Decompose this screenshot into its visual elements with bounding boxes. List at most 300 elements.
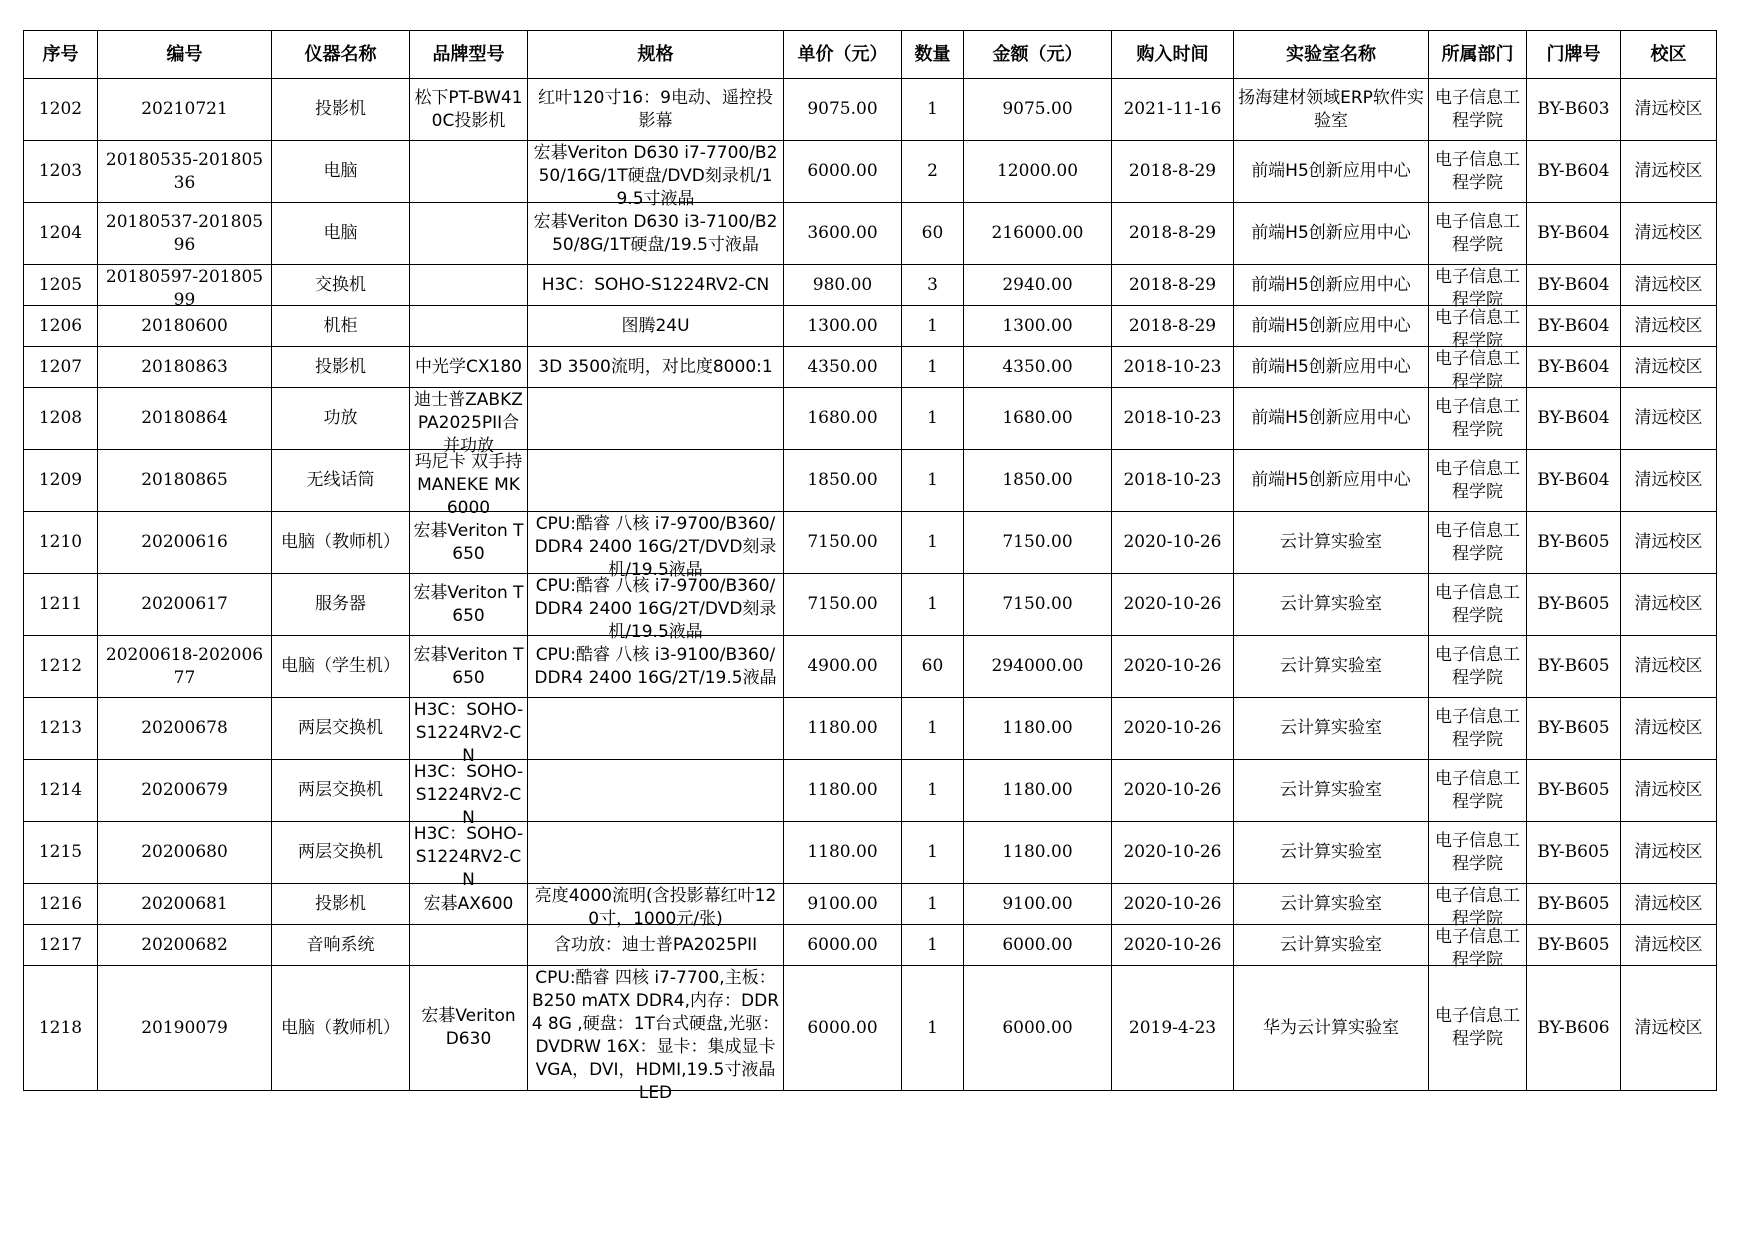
cell-date-text: 2020-10-26 (1123, 934, 1222, 955)
cell-code (98, 884, 272, 925)
cell-campus-text: 清远校区 (1634, 780, 1703, 800)
cell-code (98, 925, 272, 966)
cell-seq (24, 265, 98, 306)
cell-price (784, 574, 902, 636)
cell-lab-text: 云计算实验室 (1280, 842, 1382, 862)
table-row (24, 79, 1717, 141)
cell-price (784, 141, 902, 203)
cell-campus-text: 清远校区 (1634, 1017, 1703, 1038)
cell-qty-text: 2 (927, 161, 938, 181)
cell-spec-text: CPU:酷睿 八核 i7-9700/B360/DDR4 2400 16G/2T/DVD刻录机/19.5液晶 (534, 576, 777, 642)
cell-seq-text: 1203 (38, 161, 83, 181)
cell-dept-text: 电子信息工程学院 (1435, 644, 1520, 688)
table-row (24, 636, 1717, 698)
cell-name-text: 投影机 (315, 99, 366, 119)
cell-seq-text: 1206 (38, 315, 83, 336)
cell-room-text: BY-B605 (1537, 934, 1610, 955)
cell-campus-text: 清远校区 (1634, 161, 1703, 181)
cell-date-text: 2018-10-23 (1123, 356, 1222, 377)
table-row (24, 925, 1717, 966)
cell-amount (964, 512, 1112, 574)
cell-name (272, 884, 410, 925)
cell-lab (1234, 512, 1429, 574)
cell-brand-text: H3C：SOHO-S1224RV2-CN (413, 762, 524, 828)
cell-room (1527, 79, 1621, 141)
cell-room (1527, 203, 1621, 265)
header-price: 单价（元） (784, 31, 902, 79)
cell-dept-text: 电子信息工程学院 (1435, 927, 1520, 970)
cell-room (1527, 450, 1621, 512)
cell-campus-text: 清远校区 (1634, 594, 1703, 614)
cell-spec (528, 760, 784, 822)
cell-dept-text: 电子信息工程学院 (1435, 396, 1520, 440)
cell-code-text: 20210721 (141, 99, 228, 119)
cell-amount (964, 574, 1112, 636)
cell-amount-text: 1850.00 (1002, 470, 1073, 490)
cell-lab (1234, 925, 1429, 966)
cell-name (272, 760, 410, 822)
cell-date-text: 2018-8-29 (1128, 161, 1217, 181)
header-qty: 数量 (902, 31, 964, 79)
cell-amount-text: 2940.00 (1002, 274, 1073, 295)
cell-qty-text: 1 (927, 532, 938, 552)
header-seq: 序号 (24, 31, 98, 79)
cell-date-text: 2018-8-29 (1128, 274, 1217, 295)
cell-room-text: BY-B605 (1537, 718, 1610, 738)
cell-price-text: 4350.00 (807, 356, 878, 377)
cell-date (1112, 79, 1234, 141)
table-row (24, 698, 1717, 760)
cell-qty-text: 1 (927, 718, 938, 738)
cell-seq-text: 1215 (38, 842, 83, 862)
cell-name (272, 925, 410, 966)
cell-code-text: 20180865 (141, 470, 228, 490)
cell-qty-text: 1 (927, 470, 938, 490)
cell-lab (1234, 79, 1429, 141)
cell-price-text: 1850.00 (807, 470, 878, 490)
cell-campus-text: 清远校区 (1634, 718, 1703, 738)
table-row (24, 822, 1717, 884)
cell-price (784, 347, 902, 388)
cell-brand-text: 迪士普ZABKZPA2025PII合并功放 (414, 390, 523, 456)
cell-date (1112, 450, 1234, 512)
cell-amount-text: 9075.00 (1002, 99, 1073, 119)
cell-code-text: 20180597-20180599 (105, 267, 264, 310)
cell-date (1112, 265, 1234, 306)
cell-room-text: BY-B605 (1537, 656, 1610, 676)
cell-brand (410, 925, 528, 966)
cell-lab-text: 前端H5创新应用中心 (1251, 274, 1411, 295)
cell-spec (528, 141, 784, 209)
cell-price (784, 450, 902, 512)
cell-campus (1621, 141, 1717, 203)
header-room: 门牌号 (1527, 31, 1621, 79)
cell-lab-text: 前端H5创新应用中心 (1251, 161, 1411, 181)
cell-campus-text: 清远校区 (1634, 223, 1703, 243)
cell-lab (1234, 698, 1429, 760)
cell-spec-text: 亮度4000流明(含投影幕红叶120寸，1000元/张) (534, 886, 777, 929)
cell-date (1112, 925, 1234, 966)
cell-lab (1234, 822, 1429, 884)
cell-name (272, 306, 410, 347)
cell-code (98, 512, 272, 574)
cell-date-text: 2020-10-26 (1123, 656, 1222, 676)
cell-brand (410, 574, 528, 636)
cell-date (1112, 760, 1234, 822)
cell-date-text: 2020-10-26 (1123, 780, 1222, 800)
cell-qty-text: 1 (927, 315, 938, 336)
cell-seq-text: 1211 (38, 594, 83, 614)
cell-code-text: 20200682 (141, 934, 228, 955)
cell-dept (1429, 884, 1527, 929)
cell-price (784, 306, 902, 347)
cell-amount (964, 966, 1112, 1091)
cell-name (272, 574, 410, 636)
cell-brand (410, 966, 528, 1091)
cell-seq-text: 1212 (38, 656, 83, 676)
cell-room-text: BY-B605 (1537, 893, 1610, 914)
cell-spec-text: 图腾24U (621, 315, 690, 336)
table-row (24, 760, 1717, 822)
cell-room-text: BY-B604 (1537, 274, 1610, 295)
cell-seq (24, 141, 98, 203)
cell-amount (964, 265, 1112, 306)
cell-room (1527, 925, 1621, 966)
cell-dept (1429, 79, 1527, 141)
cell-campus-text: 清远校区 (1634, 315, 1703, 336)
cell-brand (410, 388, 528, 456)
cell-name-text: 电脑 (323, 223, 358, 243)
cell-dept (1429, 347, 1527, 392)
cell-spec (528, 966, 784, 1103)
cell-price-text: 7150.00 (807, 532, 878, 552)
cell-campus (1621, 636, 1717, 698)
cell-qty-text: 60 (921, 656, 944, 676)
cell-date (1112, 574, 1234, 636)
cell-lab-text: 前端H5创新应用中心 (1251, 356, 1411, 377)
cell-name-text: 电脑（教师机） (281, 532, 400, 552)
cell-brand (410, 141, 528, 203)
table-row (24, 966, 1717, 1091)
cell-date-text: 2018-8-29 (1128, 223, 1217, 243)
header-spec: 规格 (528, 31, 784, 79)
cell-name (272, 636, 410, 698)
cell-price (784, 203, 902, 265)
cell-lab-text: 云计算实验室 (1280, 656, 1382, 676)
cell-code-text: 20180600 (141, 315, 228, 336)
table-row (24, 306, 1717, 347)
cell-code-text: 20200681 (141, 893, 228, 914)
cell-price-text: 1180.00 (807, 780, 878, 800)
cell-brand-text: 宏碁Veriton T650 (413, 644, 524, 688)
cell-amount (964, 79, 1112, 141)
cell-name (272, 203, 410, 265)
cell-code-text: 20180863 (141, 356, 228, 377)
cell-spec-text: CPU:酷睿 八核 i3-9100/B360/DDR4 2400 16G/2T/19.5液晶 (534, 644, 777, 688)
cell-lab-text: 云计算实验室 (1280, 718, 1382, 738)
cell-code (98, 760, 272, 822)
cell-seq-text: 1209 (38, 470, 83, 490)
cell-name-text: 电脑 (323, 161, 358, 181)
cell-qty-text: 1 (927, 356, 938, 377)
cell-code (98, 388, 272, 450)
cell-qty-text: 60 (921, 223, 944, 243)
cell-name-text: 无线话筒 (306, 470, 375, 490)
cell-spec (528, 203, 784, 265)
cell-dept (1429, 966, 1527, 1091)
cell-amount (964, 760, 1112, 822)
cell-campus-text: 清远校区 (1634, 532, 1703, 552)
cell-price-text: 1180.00 (807, 718, 878, 738)
cell-code-text: 20180535-20180536 (105, 149, 264, 193)
cell-date (1112, 141, 1234, 203)
cell-seq-text: 1218 (38, 1017, 83, 1038)
cell-amount-text: 6000.00 (1002, 1017, 1073, 1038)
table-row (24, 265, 1717, 306)
cell-amount (964, 388, 1112, 450)
header-brand: 品牌型号 (410, 31, 528, 79)
cell-date (1112, 966, 1234, 1091)
header-lab: 实验室名称 (1234, 31, 1429, 79)
cell-date (1112, 203, 1234, 265)
cell-brand (410, 822, 528, 890)
cell-room-text: BY-B605 (1537, 780, 1610, 800)
cell-lab-text: 云计算实验室 (1280, 594, 1382, 614)
cell-date-text: 2020-10-26 (1123, 594, 1222, 614)
cell-lab-text: 前端H5创新应用中心 (1251, 408, 1411, 428)
cell-date (1112, 347, 1234, 388)
cell-room-text: BY-B604 (1537, 356, 1610, 377)
cell-room-text: BY-B604 (1537, 315, 1610, 336)
cell-room (1527, 141, 1621, 203)
cell-amount-text: 12000.00 (996, 161, 1079, 181)
cell-room-text: BY-B604 (1537, 408, 1610, 428)
cell-code (98, 79, 272, 141)
cell-date-text: 2020-10-26 (1123, 718, 1222, 738)
cell-qty (902, 925, 964, 966)
cell-dept (1429, 512, 1527, 574)
cell-amount (964, 925, 1112, 966)
cell-brand (410, 203, 528, 265)
cell-campus-text: 清远校区 (1634, 934, 1703, 955)
cell-lab (1234, 966, 1429, 1091)
cell-price-text: 6000.00 (807, 1017, 878, 1038)
cell-qty (902, 203, 964, 265)
cell-room (1527, 512, 1621, 574)
cell-code (98, 141, 272, 203)
cell-lab-text: 华为云计算实验室 (1263, 1017, 1399, 1038)
cell-spec (528, 574, 784, 642)
cell-dept-text: 电子信息工程学院 (1435, 211, 1520, 255)
cell-date (1112, 822, 1234, 884)
cell-seq (24, 450, 98, 512)
cell-room (1527, 966, 1621, 1091)
cell-price (784, 636, 902, 698)
cell-qty (902, 79, 964, 141)
cell-seq (24, 203, 98, 265)
cell-seq-text: 1204 (38, 223, 83, 243)
cell-spec (528, 884, 784, 929)
cell-room-text: BY-B604 (1537, 161, 1610, 181)
cell-dept-text: 电子信息工程学院 (1435, 582, 1520, 626)
cell-spec (528, 388, 784, 450)
cell-amount-text: 1180.00 (1002, 842, 1073, 862)
cell-qty (902, 884, 964, 925)
cell-code-text: 20200617 (141, 594, 228, 614)
cell-lab (1234, 884, 1429, 925)
cell-spec (528, 265, 784, 306)
cell-amount (964, 141, 1112, 203)
cell-price-text: 1180.00 (807, 842, 878, 862)
cell-amount (964, 306, 1112, 347)
table-row (24, 512, 1717, 574)
cell-qty (902, 822, 964, 884)
cell-campus-text: 清远校区 (1634, 842, 1703, 862)
cell-qty-text: 1 (927, 780, 938, 800)
cell-dept (1429, 698, 1527, 760)
cell-date-text: 2020-10-26 (1123, 842, 1222, 862)
cell-name (272, 141, 410, 203)
cell-seq (24, 574, 98, 636)
cell-spec (528, 347, 784, 388)
cell-name (272, 388, 410, 450)
cell-amount-text: 1300.00 (1002, 315, 1073, 336)
cell-spec (528, 698, 784, 760)
cell-name-text: 交换机 (315, 274, 366, 295)
header-date: 购入时间 (1112, 31, 1234, 79)
cell-qty-text: 1 (927, 99, 938, 119)
cell-amount-text: 216000.00 (991, 223, 1084, 243)
cell-spec (528, 636, 784, 698)
cell-amount-text: 6000.00 (1002, 934, 1073, 955)
cell-seq-text: 1208 (38, 408, 83, 428)
cell-campus (1621, 306, 1717, 347)
table-row (24, 884, 1717, 925)
cell-lab (1234, 760, 1429, 822)
cell-dept (1429, 636, 1527, 698)
cell-campus-text: 清远校区 (1634, 408, 1703, 428)
cell-brand-text: H3C：SOHO-S1224RV2-CN (413, 700, 524, 766)
cell-campus (1621, 388, 1717, 450)
cell-name (272, 79, 410, 141)
cell-date (1112, 636, 1234, 698)
cell-campus (1621, 450, 1717, 512)
cell-qty-text: 1 (927, 842, 938, 862)
cell-brand (410, 760, 528, 828)
cell-seq (24, 388, 98, 450)
cell-campus (1621, 265, 1717, 306)
cell-room (1527, 884, 1621, 925)
table-row (24, 141, 1717, 203)
cell-room (1527, 574, 1621, 636)
cell-dept-text: 电子信息工程学院 (1435, 830, 1520, 874)
cell-name-text: 两层交换机 (298, 842, 383, 862)
cell-campus (1621, 347, 1717, 388)
table-row (24, 574, 1717, 636)
cell-campus (1621, 822, 1717, 884)
cell-spec (528, 822, 784, 884)
cell-date-text: 2021-11-16 (1123, 99, 1222, 119)
cell-dept (1429, 760, 1527, 822)
cell-amount-text: 7150.00 (1002, 532, 1073, 552)
header-row (24, 31, 1717, 79)
cell-code (98, 347, 272, 388)
cell-name-text: 投影机 (315, 356, 366, 377)
header-dept: 所属部门 (1429, 31, 1527, 79)
cell-lab-text: 扬海建材领域ERP软件实验室 (1238, 87, 1424, 131)
cell-price (784, 265, 902, 306)
cell-seq-text: 1210 (38, 532, 83, 552)
cell-name-text: 服务器 (315, 594, 366, 614)
cell-dept-text: 电子信息工程学院 (1435, 520, 1520, 564)
cell-seq (24, 760, 98, 822)
cell-room (1527, 306, 1621, 347)
cell-lab-text: 云计算实验室 (1280, 934, 1382, 955)
cell-amount (964, 636, 1112, 698)
cell-campus-text: 清远校区 (1634, 893, 1703, 914)
cell-seq (24, 884, 98, 925)
cell-price (784, 698, 902, 760)
cell-lab (1234, 636, 1429, 698)
cell-dept-text: 电子信息工程学院 (1435, 886, 1520, 929)
cell-price-text: 4900.00 (807, 656, 878, 676)
cell-lab (1234, 203, 1429, 265)
cell-amount (964, 347, 1112, 388)
cell-qty-text: 1 (927, 594, 938, 614)
cell-brand-text: 宏碁AX600 (423, 893, 514, 914)
cell-seq (24, 512, 98, 574)
cell-code-text: 20190079 (141, 1017, 228, 1038)
cell-code-text: 20200680 (141, 842, 228, 862)
table-body (24, 79, 1717, 1103)
cell-room-text: BY-B605 (1537, 532, 1610, 552)
cell-brand (410, 450, 528, 518)
header-name: 仪器名称 (272, 31, 410, 79)
cell-qty-text: 1 (927, 934, 938, 955)
cell-price-text: 980.00 (812, 274, 873, 295)
cell-dept (1429, 203, 1527, 265)
cell-lab (1234, 388, 1429, 450)
cell-spec-text: CPU:酷睿 四核 i7-7700,主板：B250 mATX DDR4,内存：DDR4 8G ,硬盘：1T台式硬盘,光驱：DVDRW 16X：显卡：集成显卡VGA，DVI，HDMI,19.5寸液晶LED (531, 968, 780, 1103)
cell-qty-text: 3 (927, 274, 938, 295)
table-row (24, 388, 1717, 450)
cell-dept (1429, 450, 1527, 512)
cell-spec-text: 宏碁Veriton D630 i3-7100/B250/8G/1T硬盘/19.5寸液晶 (533, 211, 778, 255)
cell-amount (964, 698, 1112, 760)
cell-room-text: BY-B603 (1537, 99, 1610, 119)
cell-dept (1429, 388, 1527, 450)
cell-lab (1234, 450, 1429, 512)
cell-brand-text: 中光学CX180 (415, 356, 522, 377)
cell-qty (902, 265, 964, 306)
cell-amount (964, 203, 1112, 265)
cell-dept-text: 电子信息工程学院 (1435, 1006, 1520, 1049)
cell-amount-text: 294000.00 (991, 656, 1084, 676)
cell-price (784, 512, 902, 574)
cell-code (98, 822, 272, 884)
cell-campus (1621, 966, 1717, 1091)
cell-date-text: 2020-10-26 (1123, 532, 1222, 552)
cell-dept (1429, 141, 1527, 203)
cell-brand (410, 265, 528, 306)
cell-amount-text: 1680.00 (1002, 408, 1073, 428)
cell-dept-text: 电子信息工程学院 (1435, 706, 1520, 750)
cell-brand-text: 宏碁Veriton D630 (421, 1006, 516, 1049)
cell-name-text: 功放 (323, 408, 358, 428)
cell-name-text: 音响系统 (306, 934, 375, 955)
cell-seq (24, 925, 98, 966)
cell-seq-text: 1213 (38, 718, 83, 738)
